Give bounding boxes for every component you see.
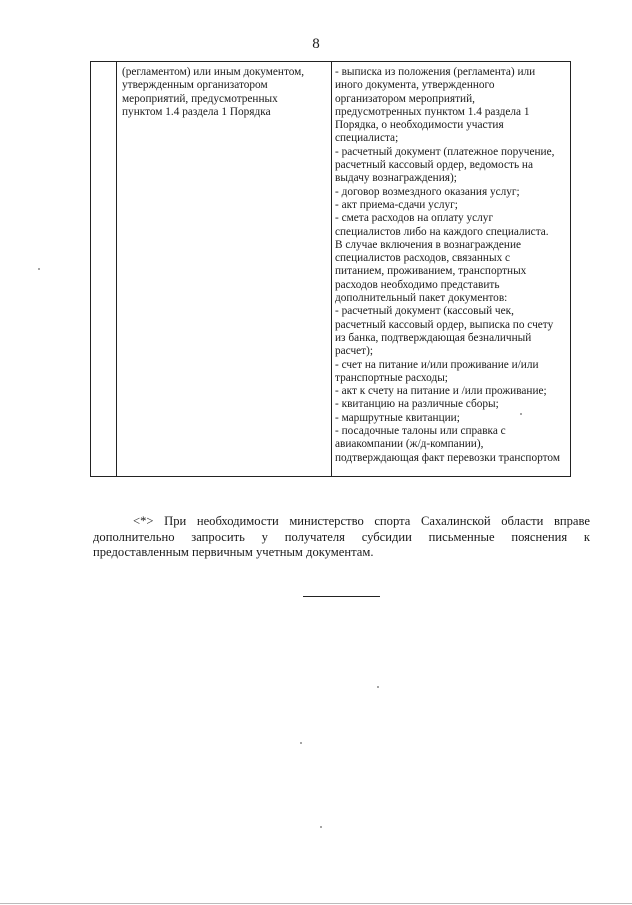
table-cell-line: авиакомпании (ж/д-компании),	[335, 438, 484, 451]
scan-bottom-edge	[0, 903, 632, 904]
table-cell-line: - квитанцию на различные сборы;	[335, 398, 499, 411]
table-cell-line: - расчетный документ (платежное поручение,	[335, 145, 555, 158]
table-cell-line: - акт к счету на питание и /или проживание;	[335, 385, 547, 398]
table-cell-line: специалистов расходов, связанных с	[335, 252, 511, 265]
footnote-line: дополнительно запросить у получателя субсидии письменные пояснения к	[93, 529, 590, 544]
table-cell-line: - выписка из положения (регламента) или	[335, 66, 536, 78]
table-cell-line: выдачу вознаграждения);	[335, 172, 457, 185]
table-cell-line: - маршрутные квитанции;	[335, 411, 460, 424]
table-cell-line: - посадочные талоны или справка с	[335, 425, 506, 438]
table-column-divider	[331, 62, 332, 476]
table-cell-line: В случае включения в вознаграждение	[335, 238, 522, 251]
scan-speck	[320, 826, 322, 828]
footnote-line: <*> При необходимости министерство спорта Сахалинской области вправе	[133, 514, 590, 528]
table-cell-line: питанием, проживанием, транспортных	[335, 265, 527, 278]
table-cell-line: транспортные расходы;	[335, 371, 448, 384]
table-cell-line: дополнительный пакет документов:	[335, 292, 508, 305]
table-cell-line: специалиста;	[335, 132, 399, 145]
page-number: 8	[312, 36, 320, 52]
table-cell-line: специалистов либо на каждого специалиста.	[335, 225, 549, 238]
table-cell-line: подтверждающая факт перевозки транспортом	[335, 451, 560, 464]
table-cell-line: иного документа, утвержденного	[335, 79, 495, 92]
documents-table	[90, 61, 571, 477]
table-cell-line: - договор возмездного оказания услуг;	[335, 185, 520, 198]
table-cell-line: пунктом 1.4 раздела 1 Порядка	[122, 105, 271, 118]
footnote-line: предоставленным первичным учетным документам.	[93, 545, 374, 559]
footnote	[93, 514, 590, 561]
table-cell-line: мероприятий, предусмотренных	[122, 92, 278, 105]
table-cell-line: организатором мероприятий,	[335, 92, 475, 105]
table-cell-line: (регламентом) или иным документом,	[122, 66, 305, 78]
table-cell-line: расчетный кассовый ордер, ведомость на	[335, 159, 533, 172]
scan-speck	[377, 686, 379, 688]
end-separator-line	[303, 596, 380, 597]
scan-speck	[38, 268, 40, 270]
table-cell-basis	[122, 66, 304, 119]
table-cell-line: расходов необходимо представить	[335, 278, 500, 291]
table-cell-line: из банка, подтверждающая безналичный	[335, 331, 532, 344]
table-cell-line: предусмотренных пунктом 1.4 раздела 1	[335, 105, 530, 118]
scan-speck	[300, 742, 302, 744]
scan-speck	[520, 413, 522, 415]
table-cell-line: - расчетный документ (кассовый чек,	[335, 305, 514, 318]
table-cell-line: - счет на питание и/или проживание и/или	[335, 358, 539, 371]
table-cell-line: - акт приема-сдачи услуг;	[335, 198, 458, 211]
table-column-divider	[116, 62, 117, 476]
table-cell-documents	[335, 66, 560, 465]
table-cell-line: утвержденным организатором	[122, 79, 268, 92]
table-cell-line: расчетный кассовый ордер, выписка по счету	[335, 318, 554, 331]
table-cell-line: расчет);	[335, 345, 373, 358]
table-cell-line: - смета расходов на оплату услуг	[335, 212, 494, 225]
table-cell-line: Порядка, о необходимости участия	[335, 119, 504, 132]
